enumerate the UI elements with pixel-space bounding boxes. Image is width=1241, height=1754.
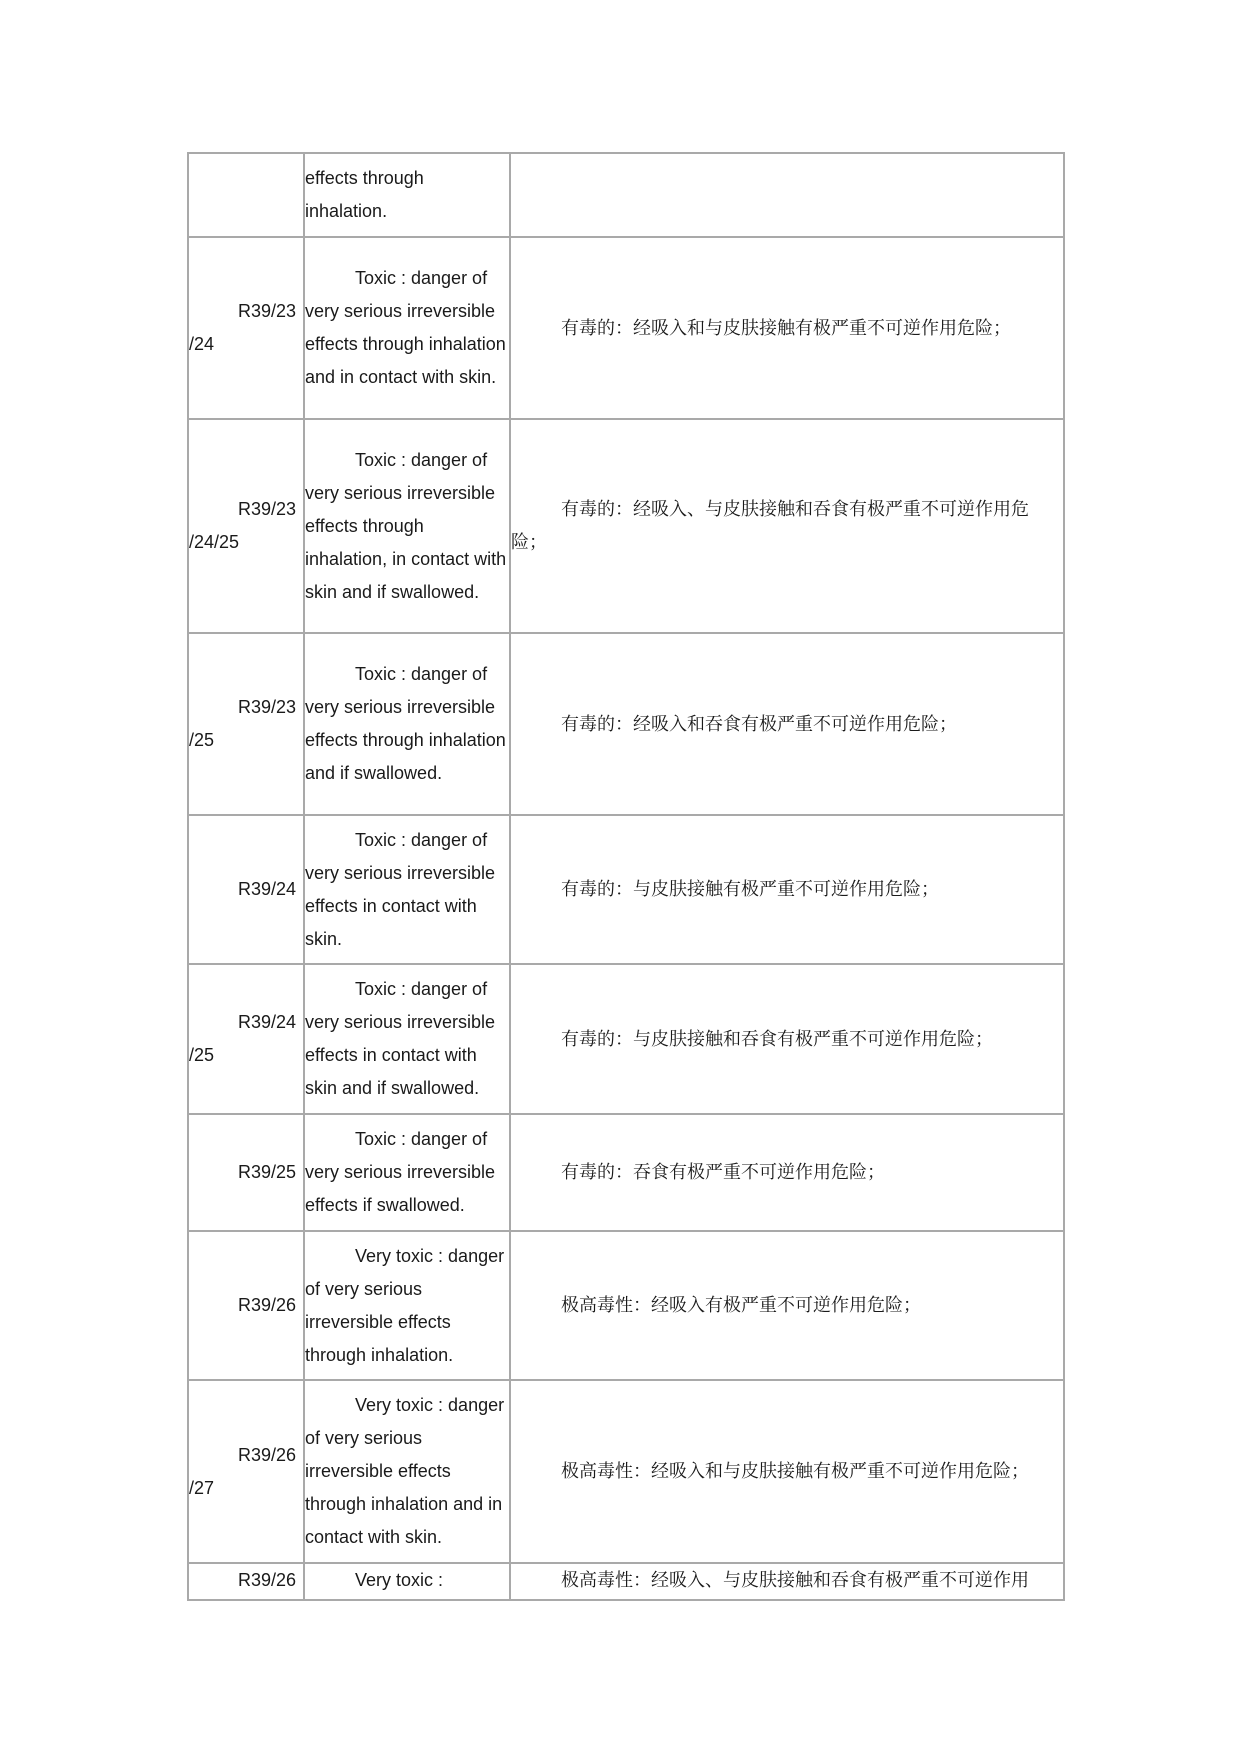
description-text: effects through inhalation.: [305, 168, 424, 221]
description-lead: Toxic : danger of: [355, 664, 488, 684]
chinese-text: 极高毒性：经吸入有极严重不可逆作用危险；: [561, 1295, 921, 1316]
description-lead: Very toxic :: [355, 1395, 444, 1415]
chinese-cell: [510, 633, 1064, 815]
code-text: R39/26: [238, 1570, 297, 1590]
chinese-cell: [510, 964, 1064, 1114]
chinese-text: 极高毒性：经吸入和与皮肤接触有极严重不可逆作用危险；: [561, 1461, 1029, 1482]
table-row: [188, 964, 1064, 1114]
chinese-text: 有毒的：吞食有极严重不可逆作用危险；: [561, 1162, 885, 1183]
code-text: R39/23: [238, 301, 297, 321]
description-cell: [304, 1231, 510, 1380]
description-text: very serious irreversible effects through inhalation and if swallowed.: [305, 697, 506, 783]
description-cell: [304, 419, 510, 633]
table-row: [188, 153, 1064, 237]
description-lead: Toxic : danger of: [355, 829, 488, 850]
description-text: very serious irreversible effects through inhalation and in contact with skin.: [305, 301, 506, 387]
code-text: R39/24: [238, 879, 297, 899]
description-lead: Toxic : danger of: [355, 268, 488, 288]
table-row: [188, 1114, 1064, 1231]
table-row: [188, 1563, 1064, 1600]
description-cell: [304, 633, 510, 815]
description-text: danger of very serious irreversible effects through inhalation and in contact with skin.: [305, 1395, 505, 1547]
chinese-text: 有毒的：经吸入和吞食有极严重不可逆作用危险；: [561, 713, 957, 735]
description-lead: Very toxic :: [355, 1245, 444, 1266]
code-cell: [188, 815, 304, 964]
code-text: R39/23: [238, 499, 297, 519]
description-cell: [304, 1563, 510, 1600]
chinese-cell: [510, 237, 1064, 419]
chinese-text: 有毒的：与皮肤接触和吞食有极严重不可逆作用危险；: [561, 1028, 993, 1050]
code-suffix: /25: [189, 1045, 215, 1065]
chinese-text: 有毒的：经吸入和与皮肤接触有极严重不可逆作用危险；: [561, 317, 1011, 339]
code-cell: [188, 1380, 304, 1563]
table-row: [188, 1380, 1064, 1563]
chinese-text: 极高毒性：经吸入、与皮肤接触和吞食有极严重不可逆作用: [561, 1570, 1029, 1591]
description-lead: Toxic : danger of: [355, 979, 488, 999]
table-row: [188, 633, 1064, 815]
description-text: very serious irreversible effects in contact with skin.: [305, 862, 496, 949]
code-cell: [188, 153, 304, 237]
description-cell: [304, 964, 510, 1114]
code-text: R39/26: [238, 1295, 297, 1315]
chinese-cell: [510, 1114, 1064, 1231]
code-cell: [188, 633, 304, 815]
description-cell: [304, 1114, 510, 1231]
description-cell: [304, 237, 510, 419]
chinese-cell: [510, 419, 1064, 633]
code-cell: [188, 964, 304, 1114]
description-cell: [304, 153, 510, 237]
chinese-cell: [510, 815, 1064, 964]
chinese-text: 有毒的：与皮肤接触有极严重不可逆作用危险；: [561, 879, 939, 900]
description-lead: Toxic : danger of: [355, 1129, 488, 1149]
chinese-cell: [510, 153, 1064, 237]
chinese-cell: [510, 1231, 1064, 1380]
chinese-cell: [510, 1380, 1064, 1563]
code-cell: [188, 237, 304, 419]
code-cell: [188, 1231, 304, 1380]
code-cell: [188, 1563, 304, 1600]
code-suffix: /27: [189, 1477, 215, 1498]
description-cell: [304, 1380, 510, 1563]
table-row: [188, 419, 1064, 633]
code-text: R39/23: [238, 697, 297, 717]
code-cell: [188, 419, 304, 633]
code-suffix: /24: [189, 334, 215, 354]
chinese-text: 有毒的：经吸入、与皮肤接触和吞食有极严重不可逆作用危险；: [511, 499, 1029, 553]
description-lead: Toxic : danger of: [355, 449, 488, 470]
description-text: very serious irreversible effects through inhalation, in contact with skin and if swallowed.: [305, 482, 507, 602]
table-row: [188, 237, 1064, 419]
description-text: danger of very serious irreversible effects through inhalation.: [305, 1245, 505, 1365]
risk-phrase-table: [187, 152, 1065, 1601]
code-suffix: /24/25: [189, 532, 240, 552]
code-text: R39/26: [238, 1444, 297, 1465]
table-row: [188, 815, 1064, 964]
description-text: very serious irreversible effects in contact with skin and if swallowed.: [305, 1012, 496, 1098]
description-text: very serious irreversible effects if swallowed.: [305, 1162, 496, 1215]
code-text: R39/25: [238, 1162, 297, 1182]
description-lead: Very toxic :: [355, 1570, 444, 1590]
code-cell: [188, 1114, 304, 1231]
code-suffix: /25: [189, 730, 215, 750]
chinese-cell: [510, 1563, 1064, 1600]
code-text: R39/24: [238, 1012, 297, 1032]
description-cell: [304, 815, 510, 964]
table-row: [188, 1231, 1064, 1380]
